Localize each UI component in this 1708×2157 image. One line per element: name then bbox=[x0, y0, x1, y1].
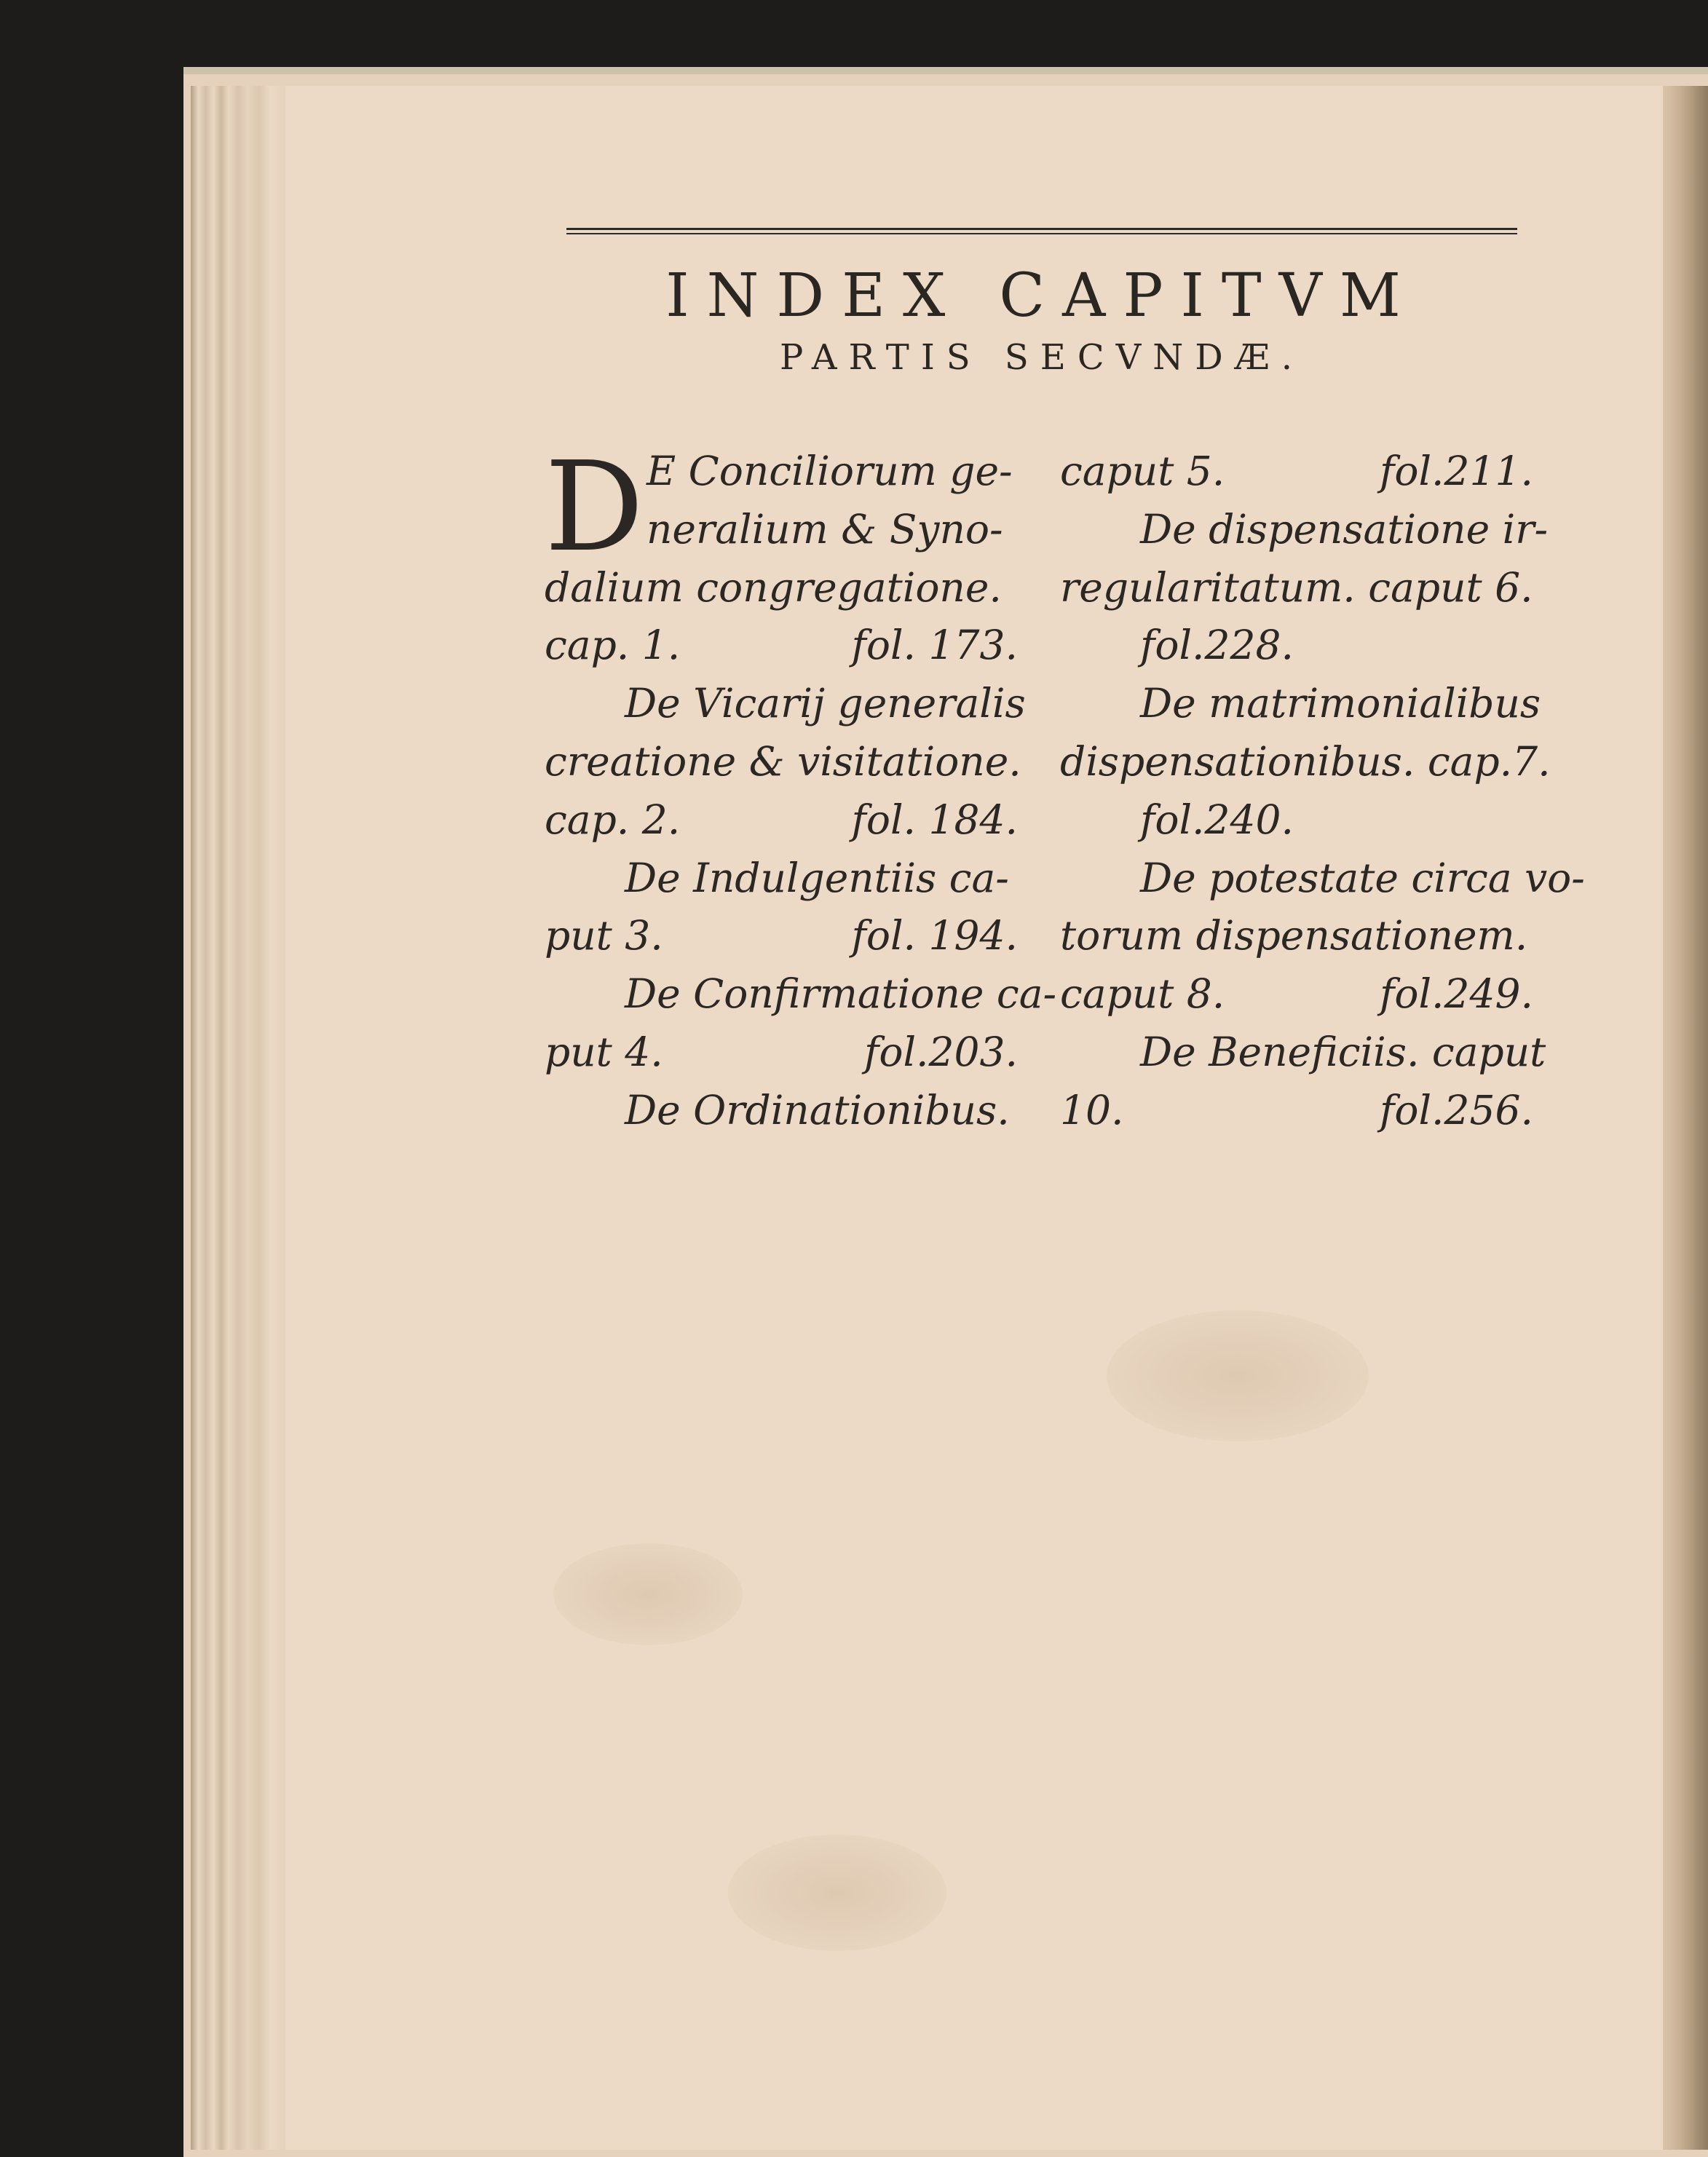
index-line bbox=[1060, 617, 1533, 675]
index-line-text: cap. 1. bbox=[545, 622, 681, 669]
index-line bbox=[545, 791, 1018, 850]
index-line bbox=[1060, 965, 1533, 1024]
index-line bbox=[545, 675, 1026, 733]
index-line bbox=[1060, 733, 1551, 791]
index-line-text: De Beneficiis. caput bbox=[1140, 1028, 1546, 1075]
index-line bbox=[1060, 1024, 1546, 1082]
index-line-text: dispensationibus. cap.7. bbox=[1060, 737, 1551, 785]
index-line-text: creatione & visitatione. bbox=[545, 737, 1021, 785]
index-line bbox=[545, 907, 1018, 965]
index-line-text: De Ordinationibus. bbox=[625, 1086, 1010, 1133]
index-line-text: De potestate circa vo- bbox=[1140, 854, 1585, 901]
index-line-text: put 4. bbox=[545, 1028, 663, 1075]
index-line bbox=[1060, 501, 1549, 559]
left-column bbox=[545, 435, 1057, 1140]
index-line bbox=[545, 1024, 1018, 1082]
index-line-text: De Vicarij generalis bbox=[625, 680, 1026, 727]
right-column bbox=[1060, 443, 1585, 1140]
index-line-text: cap. 2. bbox=[545, 796, 681, 843]
header-rule bbox=[566, 228, 1517, 234]
index-line-text: De matrimonialibus bbox=[1140, 680, 1541, 727]
index-line bbox=[545, 1082, 1018, 1140]
index-line bbox=[1060, 850, 1585, 908]
index-line bbox=[545, 733, 1021, 791]
index-line bbox=[545, 965, 1057, 1024]
index-subtitle: PARTIS SECVNDÆ. bbox=[779, 337, 1305, 378]
index-line-text: caput 8. bbox=[1060, 970, 1225, 1018]
index-line bbox=[1060, 675, 1541, 733]
folio-reference: fol. 173. bbox=[851, 622, 1018, 669]
folio-reference: fol. 184. bbox=[851, 796, 1018, 843]
index-line bbox=[1060, 1082, 1533, 1140]
index-line-text: dalium congregatione. bbox=[545, 563, 1002, 611]
index-line bbox=[545, 617, 1018, 675]
index-line bbox=[1060, 443, 1533, 501]
folio-reference: fol.228. bbox=[1140, 622, 1294, 669]
index-line-text: torum dispensationem. bbox=[1060, 912, 1528, 959]
index-line-text: neralium & Syno- bbox=[647, 505, 1003, 553]
index-line bbox=[1060, 791, 1533, 850]
page-edges bbox=[191, 86, 285, 2150]
index-line bbox=[545, 850, 1018, 908]
index-line-text: put 3. bbox=[545, 912, 663, 959]
index-line-text: regularitatum. caput 6. bbox=[1060, 563, 1533, 611]
index-line bbox=[1060, 559, 1533, 617]
folio-reference: fol.249. bbox=[1379, 970, 1533, 1018]
folio-reference: fol.203. bbox=[863, 1028, 1018, 1075]
index-line-text: 10. bbox=[1060, 1086, 1124, 1133]
drop-cap: D bbox=[545, 435, 644, 579]
index-title: INDEX CAPITVM bbox=[665, 261, 1418, 331]
folio-reference: fol.256. bbox=[1379, 1086, 1533, 1133]
book-gutter bbox=[1663, 86, 1708, 2150]
folio-reference: fol.240. bbox=[1140, 796, 1294, 843]
folio-reference: fol. 194. bbox=[851, 912, 1018, 959]
index-line-text: E Conciliorum ge- bbox=[647, 448, 1013, 494]
index-line-text: caput 5. bbox=[1060, 448, 1225, 494]
index-line-text: De Indulgentiis ca- bbox=[625, 854, 1009, 901]
folio-reference: fol.211. bbox=[1379, 448, 1533, 494]
index-line-text: De dispensatione ir- bbox=[1140, 505, 1549, 553]
index-line bbox=[1060, 907, 1533, 965]
index-line-text: De Confirmatione ca- bbox=[625, 970, 1057, 1018]
